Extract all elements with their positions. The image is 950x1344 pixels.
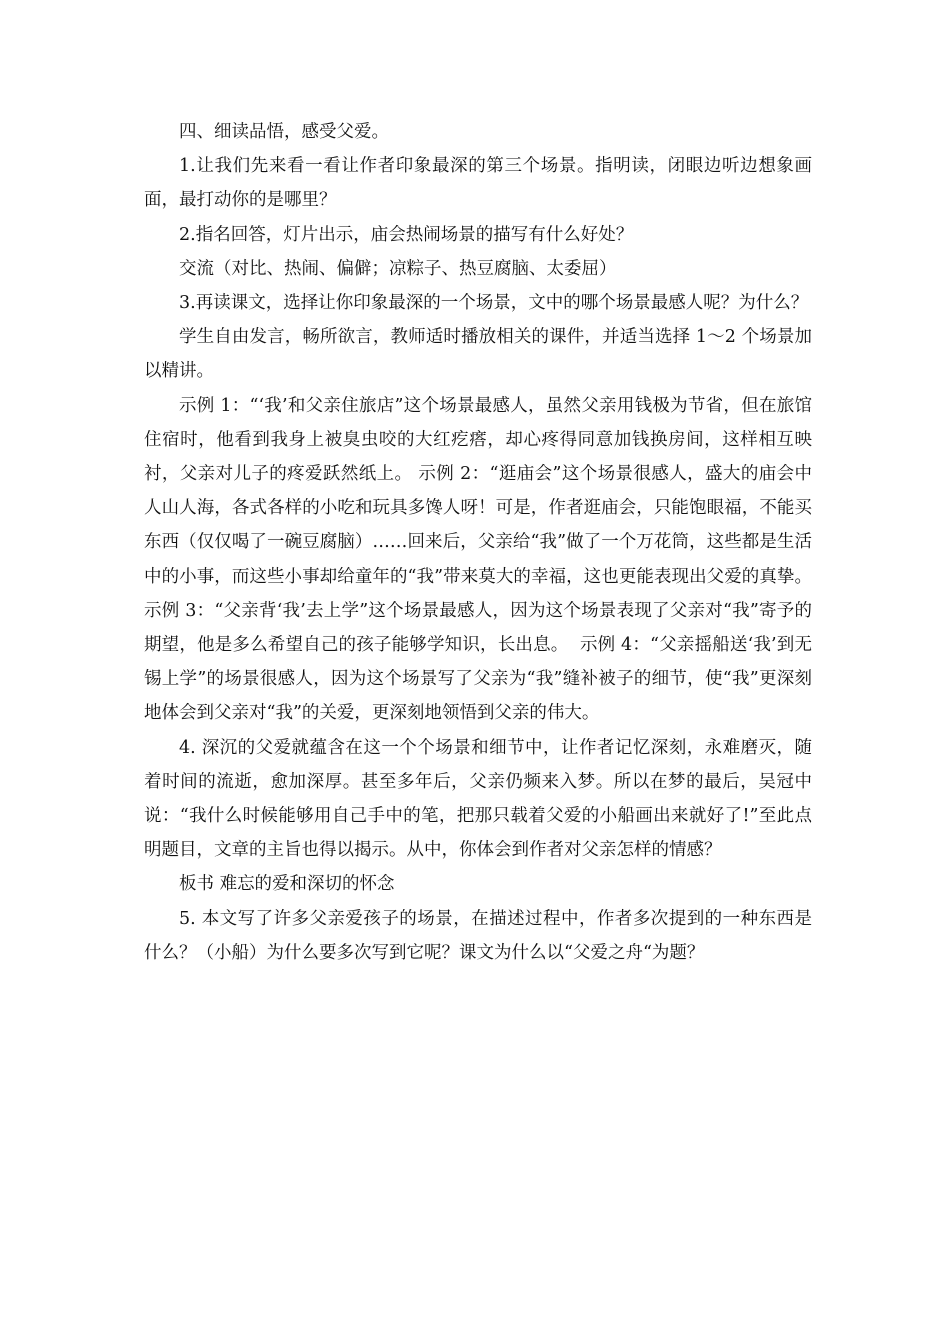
document-body xyxy=(144,115,824,970)
blackboard-note: 板书 难忘的爱和深切的怀念 xyxy=(179,874,395,895)
examples-paragraph: 示例 1：“‘我’和父亲住旅店”这个场景最感人，虽然父亲用钱极为节省，但在旅馆住宿时，他看到我身上被臭虫咬的大红疙瘩，却心疼得同意加钱换房间，这样相互映衬，父亲对儿子的疼爱跃然纸上。 示例 2：“逛庙会”这个场景很感人，盛大的庙会中人山人海，各式各样的小吃和玩具多馋人呀！可是，作者逛庙会，只能饱眼福，不能买东西（仅仅喝了一碗豆腐脑）……回来后，父亲给“我”做了一个万花筒，这些都是生活中的小事，而这些小事却给童年的“我”带来莫大的幸福，这也更能表现出父爱的真挚。 示例 3：“父亲背‘我’去上学”这个场景最感人，因为这个场景表现了父亲对“我”寄予的期望，他是多么希望自己的孩子能够学知识，长出息。 示例 4：“父亲摇船送‘我’到无锡上学”的场景很感人，因为这个场景写了父亲为“我”缝补被子的细节，使“我”更深刻地体会到父亲对“我”的关爱，更深刻地领悟到父亲的伟大。 xyxy=(144,395,824,724)
question-2-paragraph: 2.指名回答，灯片出示，庙会热闹场景的描写有什么好处？ xyxy=(179,224,634,245)
question-3-paragraph: 3.再读课文，选择让你印象最深的一个场景，文中的哪个场景最感人呢？为什么？ xyxy=(179,293,809,314)
section-heading: 四、细读品悟，感受父爱。 xyxy=(179,122,389,142)
question-5-paragraph: 5. 本文写了许多父亲爱孩子的场景，在描述过程中，作者多次提到的一种东西是什么？（小船）为什么要多次写到它呢？课文为什么以“父爱之舟“为题？ xyxy=(144,908,812,963)
discussion-paragraph: 交流（对比、热闹、偏僻；凉粽子、热豆腐脑、太委屈） xyxy=(179,258,617,279)
question-4-paragraph: 4. 深沉的父爱就蕴含在这一个个场景和细节中，让作者记忆深刻，永难磨灭，随着时间的流逝，愈加深厚。甚至多年后，父亲仍频来入梦。所以在梦的最后，吴冠中说：“我什么时候能够用自己手中的笔，把那只载着父爱的小船画出来就好了!”至此点明题目，文章的主旨也得以揭示。从中，你体会到作者对父亲怎样的情感？ xyxy=(144,737,812,861)
student-discussion-paragraph: 学生自由发言，畅所欲言，教师适时播放相关的课件，并适当选择 1～2 个场景加以精讲。 xyxy=(144,327,812,382)
question-1-paragraph: 1.让我们先来看一看让作者印象最深的第三个场景。指明读，闭眼边听边想象画面，最打动你的是哪里？ xyxy=(144,156,812,211)
